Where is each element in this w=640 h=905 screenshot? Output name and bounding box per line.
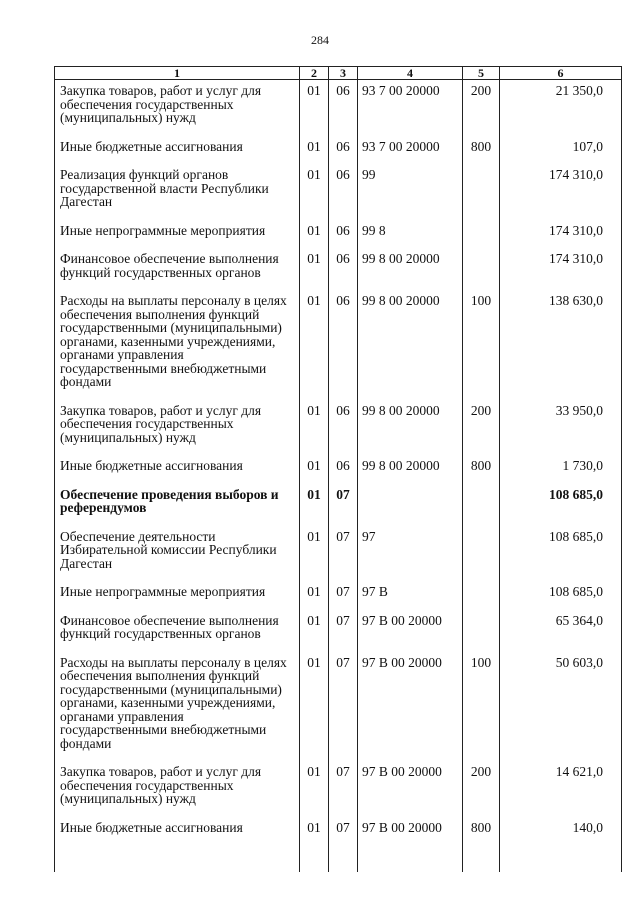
- row-target-code: [358, 484, 463, 526]
- row-name: Иные бюджетные ассигнования: [55, 136, 300, 165]
- row-name: Иные непрограммные мероприятия: [55, 220, 300, 249]
- row-section: 01: [300, 484, 329, 526]
- row-subsection: 07: [329, 484, 358, 526]
- row-amount: 14 621,0: [500, 761, 622, 817]
- row-name: Иные бюджетные ассигнования: [55, 455, 300, 484]
- header-col-2: 2: [300, 67, 329, 80]
- row-target-code: 97 В 00 20000: [358, 817, 463, 872]
- row-target-code: 99 8 00 20000: [358, 455, 463, 484]
- row-target-code: 97 В 00 20000: [358, 610, 463, 652]
- row-expense-type: [463, 581, 500, 610]
- table-row: [55, 526, 622, 582]
- table-row: [55, 761, 622, 817]
- row-subsection: 07: [329, 761, 358, 817]
- table-row: [55, 164, 622, 220]
- table-row: [55, 817, 622, 872]
- row-subsection: 06: [329, 164, 358, 220]
- row-amount: 107,0: [500, 136, 622, 165]
- row-expense-type: [463, 484, 500, 526]
- header-col-3: 3: [329, 67, 358, 80]
- header-col-1: 1: [55, 67, 300, 80]
- table-row: [55, 220, 622, 249]
- table-row: [55, 652, 622, 762]
- row-subsection: 07: [329, 610, 358, 652]
- row-expense-type: [463, 610, 500, 652]
- row-target-code: 99 8 00 20000: [358, 400, 463, 456]
- row-subsection: 07: [329, 526, 358, 582]
- row-name: Обеспечение деятельности Избирательной комиссии Республики Дагестан: [55, 526, 300, 582]
- row-target-code: 99 8: [358, 220, 463, 249]
- budget-table: [54, 66, 622, 872]
- row-amount: 140,0: [500, 817, 622, 872]
- row-target-code: 99 8 00 20000: [358, 290, 463, 400]
- row-expense-type: 800: [463, 455, 500, 484]
- row-name: Закупка товаров, работ и услуг для обеспечения государственных (муниципальных) нужд: [55, 400, 300, 456]
- row-expense-type: [463, 526, 500, 582]
- header-col-6: 6: [500, 67, 622, 80]
- row-section: 01: [300, 455, 329, 484]
- page-number: 284: [311, 33, 329, 47]
- row-amount: 108 685,0: [500, 526, 622, 582]
- row-section: 01: [300, 290, 329, 400]
- row-name: Расходы на выплаты персоналу в целях обеспечения выполнения функций государственными (муниципальными) органами, казенными учреждениями, органами управления государственными внебюджетными фондами: [55, 290, 300, 400]
- row-section: 01: [300, 80, 329, 136]
- row-subsection: 07: [329, 652, 358, 762]
- row-target-code: 97 В 00 20000: [358, 652, 463, 762]
- row-target-code: 99 8 00 20000: [358, 248, 463, 290]
- row-amount: 65 364,0: [500, 610, 622, 652]
- row-subsection: 07: [329, 817, 358, 872]
- row-target-code: 97 В: [358, 581, 463, 610]
- row-target-code: 93 7 00 20000: [358, 80, 463, 136]
- row-section: 01: [300, 400, 329, 456]
- row-amount: 21 350,0: [500, 80, 622, 136]
- row-name: Реализация функций органов государственной власти Республики Дагестан: [55, 164, 300, 220]
- table-row: [55, 248, 622, 290]
- row-expense-type: 200: [463, 80, 500, 136]
- row-amount: 1 730,0: [500, 455, 622, 484]
- row-name: Финансовое обеспечение выполнения функций государственных органов: [55, 248, 300, 290]
- row-subsection: 06: [329, 136, 358, 165]
- row-name: Финансовое обеспечение выполнения функций государственных органов: [55, 610, 300, 652]
- row-amount: 174 310,0: [500, 164, 622, 220]
- row-section: 01: [300, 817, 329, 872]
- table-row: [55, 136, 622, 165]
- row-section: 01: [300, 220, 329, 249]
- table-row: [55, 400, 622, 456]
- header-col-5: 5: [463, 67, 500, 80]
- row-subsection: 06: [329, 80, 358, 136]
- row-target-code: 93 7 00 20000: [358, 136, 463, 165]
- row-target-code: 97 В 00 20000: [358, 761, 463, 817]
- row-expense-type: [463, 164, 500, 220]
- table-row: [55, 484, 622, 526]
- row-amount: 50 603,0: [500, 652, 622, 762]
- row-section: 01: [300, 610, 329, 652]
- row-amount: 108 685,0: [500, 581, 622, 610]
- row-expense-type: 200: [463, 400, 500, 456]
- row-amount: 174 310,0: [500, 220, 622, 249]
- row-target-code: 97: [358, 526, 463, 582]
- table-row: [55, 290, 622, 400]
- table-row: [55, 581, 622, 610]
- row-section: 01: [300, 136, 329, 165]
- row-expense-type: [463, 220, 500, 249]
- table-row: [55, 455, 622, 484]
- row-expense-type: 200: [463, 761, 500, 817]
- row-section: 01: [300, 248, 329, 290]
- row-name: Закупка товаров, работ и услуг для обеспечения государственных (муниципальных) нужд: [55, 80, 300, 136]
- row-subsection: 06: [329, 220, 358, 249]
- table-header-row: [55, 67, 622, 80]
- row-expense-type: [463, 248, 500, 290]
- header-col-4: 4: [358, 67, 463, 80]
- row-expense-type: 800: [463, 136, 500, 165]
- row-name: Закупка товаров, работ и услуг для обеспечения государственных (муниципальных) нужд: [55, 761, 300, 817]
- row-expense-type: 100: [463, 652, 500, 762]
- row-name: Иные непрограммные мероприятия: [55, 581, 300, 610]
- row-expense-type: 100: [463, 290, 500, 400]
- table-row: [55, 80, 622, 136]
- row-target-code: 99: [358, 164, 463, 220]
- row-section: 01: [300, 581, 329, 610]
- row-subsection: 06: [329, 400, 358, 456]
- row-subsection: 07: [329, 581, 358, 610]
- row-amount: 174 310,0: [500, 248, 622, 290]
- row-name: Иные бюджетные ассигнования: [55, 817, 300, 872]
- row-amount: 108 685,0: [500, 484, 622, 526]
- table-row: [55, 610, 622, 652]
- row-section: 01: [300, 164, 329, 220]
- row-subsection: 06: [329, 248, 358, 290]
- row-subsection: 06: [329, 455, 358, 484]
- row-expense-type: 800: [463, 817, 500, 872]
- row-subsection: 06: [329, 290, 358, 400]
- row-name: Расходы на выплаты персоналу в целях обеспечения выполнения функций государственными (муниципальными) органами, казенными учреждениями, органами управления государственными внебюджетными фондами: [55, 652, 300, 762]
- row-section: 01: [300, 652, 329, 762]
- row-section: 01: [300, 526, 329, 582]
- row-name: Обеспечение проведения выборов и референдумов: [55, 484, 300, 526]
- row-section: 01: [300, 761, 329, 817]
- row-amount: 33 950,0: [500, 400, 622, 456]
- row-amount: 138 630,0: [500, 290, 622, 400]
